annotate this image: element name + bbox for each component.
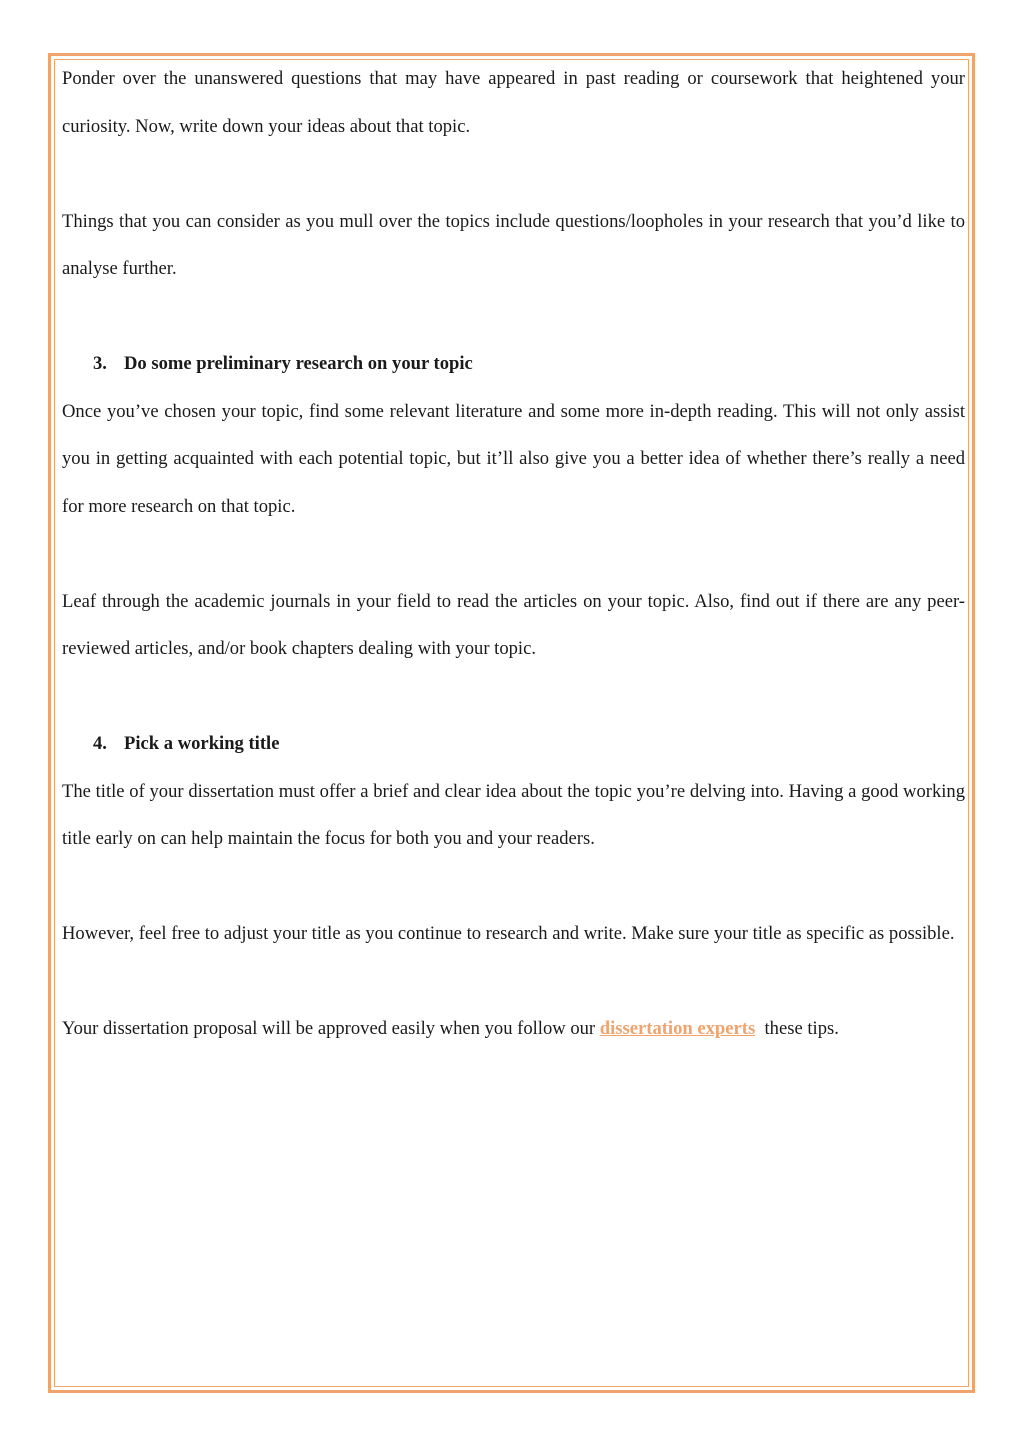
paragraph-however: However, feel free to adjust your title as you continue to research and write. Make sure your title as specific as possible. xyxy=(62,923,955,944)
paragraph-gap xyxy=(62,293,965,341)
paragraph-things: Things that you can consider as you mull over the topics include questions/loopholes in your research that you’d like to analyse further. xyxy=(62,210,965,279)
paragraph-title: The title of your dissertation must offer a brief and clear idea about the topic you’re delving into. Having a good working title early on can help maintain the focus for both you and your readers. xyxy=(62,780,965,849)
paragraph-gap xyxy=(62,673,965,721)
paragraph-closing xyxy=(62,1005,965,1053)
heading-working-title xyxy=(62,720,965,768)
heading-text: Pick a working title xyxy=(124,733,280,754)
paragraph-gap xyxy=(62,958,965,1006)
paragraph-leaf: Leaf through the academic journals in your field to read the articles on your topic. Also, find out if there are any peer-reviewed articles, and/or book chapters dealing with your topic. xyxy=(62,590,965,659)
closing-text-before: Your dissertation proposal will be approved easily when you follow our xyxy=(62,1018,600,1039)
paragraph-gap xyxy=(62,150,965,198)
heading-text: Do some preliminary research on your topic xyxy=(124,353,473,374)
paragraph-once: Once you’ve chosen your topic, find some relevant literature and some more in-depth reading. This will not only assist you in getting acquainted with each potential topic, but it’ll also give you a better idea of whether there’s really a need for more research on that topic. xyxy=(62,400,965,517)
dissertation-experts-link[interactable]: dissertation experts xyxy=(599,1018,756,1039)
paragraph-gap xyxy=(62,530,965,578)
heading-preliminary-research xyxy=(62,340,965,388)
paragraph-ponder: Ponder over the unanswered questions that may have appeared in past reading or coursework that heightened your curiosity. Now, write down your ideas about that topic. xyxy=(62,68,965,137)
closing-text-after: these tips. xyxy=(755,1018,839,1039)
paragraph-gap xyxy=(62,863,965,911)
heading-number: 4. xyxy=(93,733,107,754)
heading-number: 3. xyxy=(93,353,107,374)
document-body xyxy=(62,55,965,1053)
